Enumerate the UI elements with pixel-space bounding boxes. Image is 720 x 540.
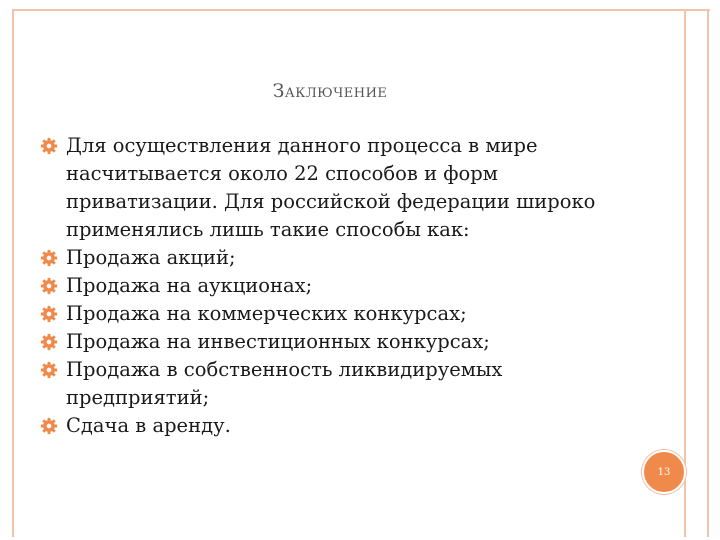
bullet-list [40, 132, 640, 440]
gear-icon [40, 249, 58, 267]
list-item-text: Продажа акций; [66, 246, 236, 269]
gear-icon [40, 417, 58, 435]
list-item [40, 300, 640, 328]
list-item-text: Продажа в собственность ликвидируемых предприятий; [66, 358, 503, 409]
frame-top-line [12, 9, 710, 11]
list-item [40, 132, 640, 244]
frame-right-line [684, 9, 686, 537]
gear-icon [40, 361, 58, 379]
list-item [40, 412, 640, 440]
list-item-text: Для осуществления данного процесса в мире насчитывается около 22 способов и форм приватизации. Для российской федерации широко применялись лишь такие способы как: [66, 134, 596, 241]
list-item [40, 356, 640, 412]
gear-icon [40, 305, 58, 323]
page-number-badge: 13 [642, 450, 686, 494]
gear-icon [40, 333, 58, 351]
gear-icon [40, 277, 58, 295]
list-item [40, 272, 640, 300]
frame-outer-right-line [707, 9, 709, 537]
list-item-text: Продажа на аукционах; [66, 274, 313, 297]
list-item-text: Сдача в аренду. [66, 414, 231, 437]
list-item [40, 244, 640, 272]
list-item-text: Продажа на инвестиционных конкурсах; [66, 330, 490, 353]
slide-title: Заключение [272, 80, 388, 102]
list-item-text: Продажа на коммерческих конкурсах; [66, 302, 467, 325]
gear-icon [40, 137, 58, 155]
list-item [40, 328, 640, 356]
